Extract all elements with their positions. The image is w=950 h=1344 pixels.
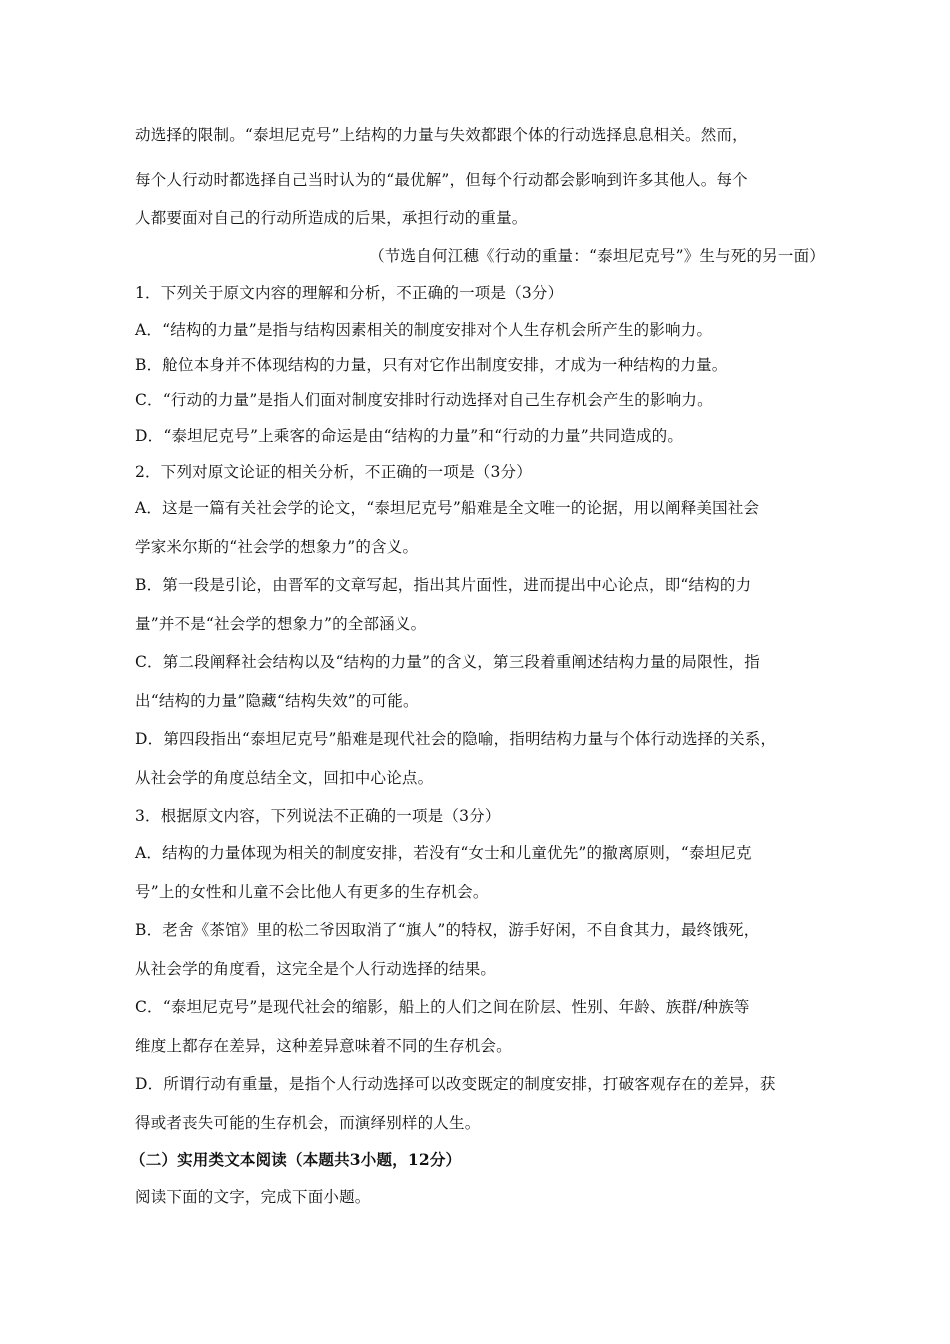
- section-heading: （二）实用类文本阅读（本题共3小题，12分）: [130, 1150, 462, 1169]
- option-3c-cont: 维度上都存在差异，这种差异意味着不同的生存机会。: [135, 1037, 512, 1055]
- option-3a-cont: 号”上的女性和儿童不会比他人有更多的生存机会。: [135, 883, 489, 901]
- option-3a: A．结构的力量体现为相关的制度安排，若没有“女士和儿童优先”的撤离原则，“泰坦尼克: [135, 844, 752, 862]
- option-2d-cont: 从社会学的角度总结全文，回扣中心论点。: [135, 769, 434, 787]
- option-2b: B．第一段是引论，由晋军的文章写起，指出其片面性，进而提出中心论点，即“结构的力: [135, 576, 752, 594]
- question-1: 1．下列关于原文内容的理解和分析，不正确的一项是（3分）: [135, 284, 564, 302]
- option-1c: C．“行动的力量”是指人们面对制度安排时行动选择对自己生存机会产生的影响力。: [135, 391, 713, 409]
- option-1b: B．舱位本身并不体现结构的力量，只有对它作出制度安排，才成为一种结构的力量。: [135, 356, 728, 374]
- option-1a: A．“结构的力量”是指与结构因素相关的制度安排对个人生存机会所产生的影响力。: [135, 321, 713, 339]
- option-2d: D．第四段指出“泰坦尼克号”船难是现代社会的隐喻，指明结构力量与个体行动选择的关系，: [135, 730, 777, 748]
- option-2a-cont: 学家米尔斯的“社会学的想象力”的含义。: [135, 538, 419, 556]
- option-3c: C．“泰坦尼克号”是现代社会的缩影，船上的人们之间在阶层、性别、年龄、族群/种族等: [135, 998, 750, 1016]
- text-line: 每个人行动时都选择自己当时认为的“最优解”，但每个行动都会影响到许多其他人。每个: [135, 171, 748, 189]
- source-citation: （节选自何江穗《行动的重量：“泰坦尼克号”》生与死的另一面）: [369, 247, 825, 265]
- text-line: 人都要面对自己的行动所造成的后果，承担行动的重量。: [135, 209, 528, 227]
- option-3d: D．所谓行动有重量，是指个人行动选择可以改变既定的制度安排，打破客观存在的差异，获: [135, 1075, 776, 1093]
- option-3b: B．老舍《茶馆》里的松二爷因取消了“旗人”的特权，游手好闲，不自食其力，最终饿死，: [135, 921, 760, 939]
- option-1d: D．“泰坦尼克号”上乘客的命运是由“结构的力量”和“行动的力量”共同造成的。: [135, 427, 684, 445]
- instruction-text: 阅读下面的文字，完成下面小题。: [135, 1188, 371, 1206]
- question-3: 3．根据原文内容，下列说法不正确的一项是（3分）: [135, 807, 501, 825]
- question-2: 2．下列对原文论证的相关分析，不正确的一项是（3分）: [135, 463, 532, 481]
- option-2c: C．第二段阐释社会结构以及“结构的力量”的含义，第三段着重阐述结构力量的局限性，指: [135, 653, 760, 671]
- option-2b-cont: 量”并不是“社会学的想象力”的全部涵义。: [135, 615, 427, 633]
- option-2a: A．这是一篇有关社会学的论文，“泰坦尼克号”船难是全文唯一的论据，用以阐释美国社会: [135, 499, 760, 517]
- option-3b-cont: 从社会学的角度看，这完全是个人行动选择的结果。: [135, 960, 497, 978]
- option-2c-cont: 出“结构的力量”隐藏“结构失效”的可能。: [135, 692, 419, 710]
- option-3d-cont: 得或者丧失可能的生存机会，而演绎别样的人生。: [135, 1114, 481, 1132]
- text-line: 动选择的限制。“泰坦尼克号”上结构的力量与失效都跟个体的行动选择息息相关。然而，: [135, 126, 748, 144]
